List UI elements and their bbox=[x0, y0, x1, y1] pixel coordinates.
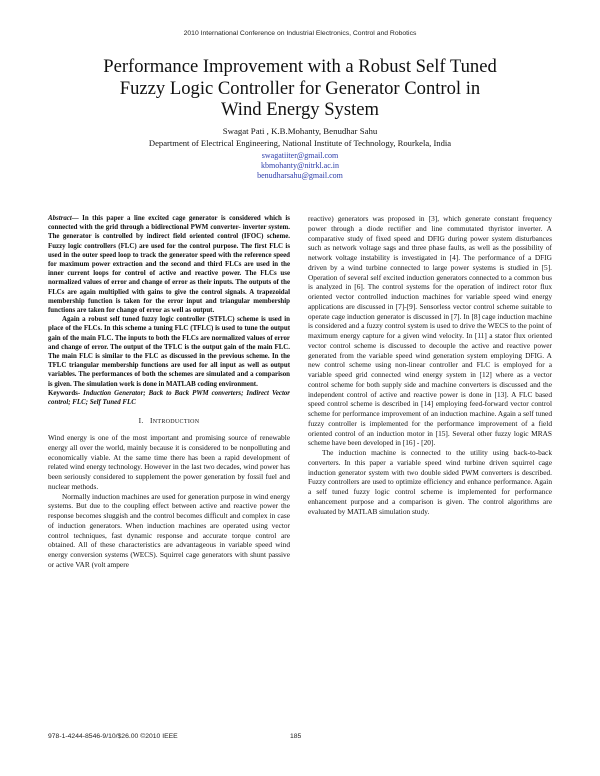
abstract-paragraph-2: Again a robust self tuned fuzzy logic controller (STFLC) scheme is used in place of the FLCs. In this scheme a tuning FLC (TFLC) is used to tune the output gain of the main FLC. The inputs to both the FLCs are normalized values of error and change of error. The output of the TFLC is the output gain of the main FLC. The main FLC is similar to the FLC as discussed in the previous scheme. In the TFLC triangular membership functions are used for all input as well as output variables. The performances of both the schemes are simulated and a comparison is given. The simulation work is done in MATLAB coding environment. bbox=[48, 316, 290, 388]
abstract-label: Abstract bbox=[48, 215, 72, 222]
section-numeral: I. bbox=[138, 416, 144, 426]
intro-paragraph-2: Normally induction machines are used for generation purpose in wind energy systems. But due to the coupling effect between active and reactive power the response becomes sluggish and the control becomes difficult and complex in case of induction generators. When induction machines are operated using vector control techniques, fast dynamic response and accurate torque control are obtained. All of these characteristics are advantageous in variable speed wind energy conversion systems (WECS). Squirrel cage generators with shunt passive or active VAR (volt ampere bbox=[48, 491, 290, 569]
title-line-1: Performance Improvement with a Robust Self Tuned bbox=[103, 56, 497, 77]
introduction-body bbox=[48, 433, 290, 570]
abstract-paragraph-1 bbox=[48, 214, 290, 315]
keywords-text: Induction Generator; Back to Back PWM converters; Indirect Vector control; FLC; Self Tuned FLC bbox=[48, 389, 290, 407]
right-column bbox=[308, 214, 552, 516]
title-line-3: Wind Energy System bbox=[221, 99, 379, 120]
section-heading-introduction bbox=[48, 416, 290, 428]
abstract-text: — In this paper a line excited cage generator is considered which is connected with the grid through a bidirectional PWM converter- inverter system. The generator is controlled by indirect field oriented control (IFOC) scheme. Fuzzy logic controllers (FLC) are used for the control purpose. The first FLC is used in the outer speed loop to track the generator speed with the reference speed for maximum power extraction and the second and third FLCs are used in the inner current loops for control of active and reactive power. The FLCs use normalized values of error and change of error as their inputs. The outputs of the FLCs are again multiplied with gains to give the control signals. A trapezoidal membership function is taken for the error input and triangular membership functions are taken for change of error as well as output. bbox=[48, 215, 290, 315]
section-title-initial: I bbox=[149, 416, 153, 426]
page-number: 185 bbox=[290, 733, 302, 740]
keywords bbox=[48, 389, 290, 407]
authors: Swagat Pati , K.B.Mohanty, Benudhar Sahu bbox=[222, 126, 378, 136]
keywords-label: Keywords- bbox=[48, 389, 81, 397]
footer-isbn: 978-1-4244-8546-9/10/$26.00 ©2010 IEEE bbox=[48, 733, 178, 740]
email-link[interactable]: benudharsahu@gmail.com bbox=[257, 171, 343, 180]
abstract bbox=[48, 214, 290, 389]
email-list bbox=[0, 151, 600, 181]
affiliation: Department of Electrical Engineering, National Institute of Technology, Rourkela, India bbox=[148, 138, 452, 148]
right-paragraph-2: The induction machine is connected to the utility using back-to-back converters. In this paper a variable speed wind turbine driven squirrel cage induction generator system with two double sided PWM converters is described. Fuzzy controllers are used to optimize efficiency and enhance performance. Again a self tuned fuzzy logic control scheme is implemented for performance enhancement purpose and a comparison is given. The control algorithms are evaluated by MATLAB simulation study. bbox=[308, 448, 552, 516]
title-line-2: Fuzzy Logic Controller for Generator Control in bbox=[119, 77, 481, 99]
paper-title bbox=[40, 56, 560, 121]
right-paragraph-1: reactive) generators was proposed in [3], which generate constant frequency power through a diode rectifier and line commutated thyristor inverter. A comparative study of fixed speed and DFIG during power system disturbances such as network voltage sags and three phase faults, as well as the possibility of network voltage instability is investigated in [4]. The performance of a DFIG driven by a wind turbine connected to large power systems is studied in [5]. Operation of several self excited induction generators connected to a common bus is analyzed in [6]. The control systems for the operation of indirect rotor flux oriented vector controlled induction machines for variable speed wind energy applications are discussed in [7]-[9]. Sensorless vector control scheme suitable to operate cage induction generator is discussed in [7]. In [8] cage induction machine is considered and a fuzzy control system is used to drive the WECS to the point of maximum energy capture for a given wind velocity. In [11] a stator flux oriented vector control scheme is discussed to decouple the active and reactive power generated from the variable speed wind generation system employing DFIG. A new control scheme using non-linear controller and FLC is employed for a variable speed grid connected wind energy system in [12] where as a vector control scheme for both supply side and machine converters is discussed and the independent control of active and reactive power is done in [13]. A FLC based speed control scheme is described in [14] employing feed-forward vector control scheme for performance improvement of an induction machine. Again a self tuned fuzzy controller is implemented for the performance improvement of a field oriented control of an induction motor in [15]. Several other fuzzy logic MRAS scheme have been developed in [16] - [20]. bbox=[308, 214, 552, 448]
section-title-rest: NTRODUCTION bbox=[152, 419, 200, 426]
intro-paragraph-1: Wind energy is one of the most important and promising source of renewable energy all over the world, mainly because it is considered to be nonpolluting and economically viable. At the same time there has been a rapid development of related wind energy technology. However in the last two decades, wind power has been seriously considered to supplement the power generation by fossil fuel and nuclear methods. bbox=[48, 433, 290, 491]
conference-header: 2010 International Conference on Industrial Electronics, Control and Robotics bbox=[183, 30, 417, 37]
left-column bbox=[48, 214, 290, 570]
email-link[interactable]: swagatiiter@gmail.com bbox=[261, 151, 339, 160]
email-link[interactable]: kbmohanty@nitrkl.ac.in bbox=[260, 161, 340, 170]
